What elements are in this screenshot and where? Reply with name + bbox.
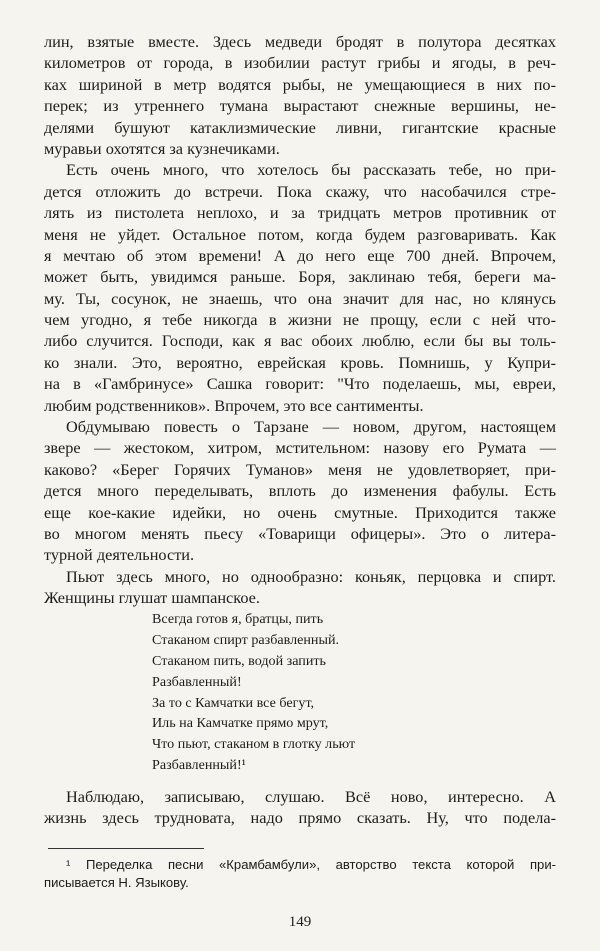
footnote <box>44 856 556 892</box>
footnote-divider <box>48 848 204 849</box>
text-line: Женщины глушат шампанское. <box>44 588 260 608</box>
body-text <box>44 31 556 609</box>
poem-line: Что пьют, стаканом в глотку льют <box>152 736 356 753</box>
text-line: каково? «Берег Горячих Туманов» меня не удовлетворяет, при- <box>44 459 556 479</box>
text-line: Наблюдаю, записываю, слушаю. Всё ново, интересно. А <box>66 787 556 806</box>
poem-line: Стаканом спирт разбавленный. <box>152 631 340 648</box>
text-line: ко знали. Это, вероятно, еврейская кровь. Помнишь, у Купри- <box>44 352 556 372</box>
text-line: на в «Гамбринусе» Сашка говорит: "Что поделаешь, мы, евреи, <box>44 374 556 394</box>
text-line: любим родственников». Впрочем, это все сантименты. <box>44 395 424 415</box>
text-line: чем угодно, я тебе никогда в жизни не прощу, если с ней что- <box>44 310 556 330</box>
poem-line: Всегда готов я, братцы, пить <box>152 611 324 627</box>
poem-verse <box>152 609 482 776</box>
text-line: Пьют здесь много, но однообразно: коньяк, перцовка и спирт. <box>66 566 556 586</box>
footnote-line: ¹ Переделка песни «Крамбамбули», авторство текста которой при- <box>66 857 556 872</box>
poem-line: Стаканом пить, водой запить <box>152 652 326 669</box>
text-line: турной деятельности. <box>44 545 195 565</box>
body-text-continued <box>44 786 556 829</box>
text-line: муравьи охотятся за кузнечиками. <box>44 138 280 158</box>
text-line: Обдумываю повесть о Тарзане — новом, другом, настоящем <box>66 417 556 437</box>
text-line: му. Ты, сосунок, не знаешь, что она значит для нас, но клянусь <box>44 288 556 308</box>
text-line: ках шириной в метр водятся рыбы, не умещающиеся в них по- <box>44 74 556 94</box>
poem-line: За то с Камчатки все бегут, <box>152 694 315 711</box>
text-line: либо случится. Господи, как я вас обоих люблю, если бы вы толь- <box>44 331 556 351</box>
text-line: может быть, увидимся раньше. Боря, заклинаю тебя, береги ма- <box>44 267 556 287</box>
poem-line: Разбавленный! <box>152 673 242 690</box>
text-line: меня не уйдет. Остальное потом, когда будем разговаривать. Как <box>44 224 556 244</box>
text-line: Есть очень много, что хотелось бы рассказать тебе, но при- <box>66 160 556 180</box>
text-line: во многом менять пьесу «Товарищи офицеры». Это о литера- <box>44 523 556 543</box>
text-line: дется много переделывать, вплоть до изменения фабулы. Есть <box>44 481 556 501</box>
text-line: я мечтаю об этом времени! А до него еще 700 дней. Впрочем, <box>44 245 556 265</box>
text-line: делями бушуют катаклизмические ливни, гигантские красные <box>44 117 556 137</box>
text-line: жизнь здесь трудновата, надо прямо сказать. Ну, что подела- <box>44 808 556 828</box>
text-line: километров от города, в изобилии растут грибы и ягоды, в реч- <box>44 53 556 73</box>
page-number: 149 <box>288 914 312 930</box>
text-line: лять из пистолета неплохо, и за тридцать метров противник от <box>44 203 556 223</box>
text-line: звере — жестоком, хитром, мстительном: назову его Румата — <box>44 438 556 458</box>
footnote-line: писывается Н. Языкову. <box>44 875 189 890</box>
text-line: еще кое-какие идейки, но очень смутные. Приходится также <box>44 502 556 522</box>
text-line: перек; из утреннего тумана вырастают снежные вершины, не- <box>44 96 556 116</box>
text-line: дется отложить до встречи. Пока скажу, что насобачился стре- <box>44 181 556 201</box>
text-line: лин, взятые вместе. Здесь медведи бродят в полутора десятках <box>44 32 556 51</box>
poem-line: Иль на Камчатке прямо мрут, <box>152 715 329 732</box>
poem-line: Разбавленный!¹ <box>152 757 246 774</box>
